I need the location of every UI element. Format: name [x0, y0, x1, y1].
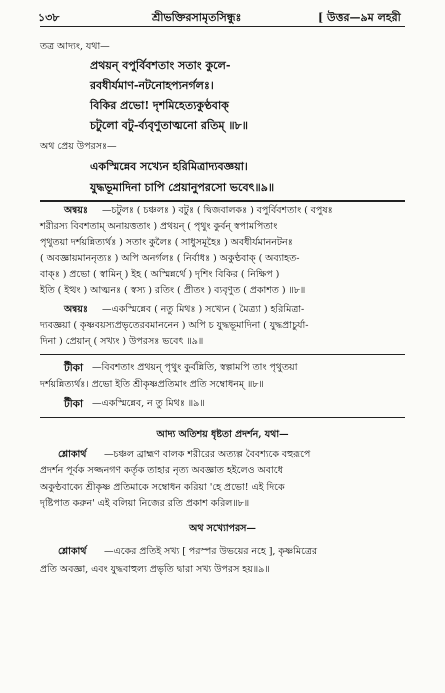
- tika1-label: টীকা: [64, 362, 83, 374]
- tika2-text: —একস্মিন্নেব, ন তু মিথঃ ॥৯॥: [92, 398, 205, 409]
- anvaya2-line: দ্যবজ্ঞয়া ( কৃষ্ণবয়স্যপ্রভৃতেরবমাননেন ) অপি চ যুদ্ধভূমাদিনা ( যুদ্ধপ্রাচুর্যা-: [40, 320, 309, 331]
- slokartha2-line: প্রতি অবজ্ঞা, এবং যুদ্ধবাহুল্য প্রভৃতি দ্বারা সখ্য উপরস হয়॥৯॥: [40, 564, 270, 575]
- anvaya1-line: —চটুলঃ ( চঞ্চলঃ ) বটুঃ ( দ্বিজবালকঃ ) বপুর্বিবশতাং ( বপুষঃ: [102, 205, 333, 216]
- verse2-intro: অথ প্রেয় উপরসঃ—: [40, 141, 117, 152]
- header-rule: [40, 26, 405, 27]
- section-label: [ উত্তর—৯ম লহরী: [318, 11, 401, 24]
- section-heading: অথ সখ্যোপরস—: [189, 523, 256, 534]
- verse2-line: একস্মিন্নেব সখ্যেন হরিমিত্রাদ্যবজ্ঞয়া।: [90, 159, 248, 173]
- section-rule: [40, 417, 405, 418]
- slokartha1-line: দৃষ্টিপাত করুন' এই বলিয়া নিজের রতি প্রকাশ করিল॥৮॥: [40, 498, 250, 509]
- anvaya1-line: পৃথুতয়া দর্শয়ন্নিত্যর্থঃ ) সতাং কুলৈঃ ( সাধুসমূহৈঃ ) অবধীর্যমাননটনঃ: [40, 237, 293, 248]
- verse1-line: প্রথয়ন্ বপুর্বিবশতাং সতাং কুলে-: [90, 58, 231, 72]
- page-number: ১৩৮: [38, 11, 60, 24]
- verse1-line: রবধীর্যমাণ-নটনোহপ্যনর্গলঃ।: [90, 78, 214, 92]
- verse1-line: চটুলো বটু-র্ব্যবৃণুতাত্মনো রতিম্ ॥৮॥: [90, 118, 248, 132]
- section-heading: আদ্য অতিশয় ধৃষ্টতা প্রদর্শন, যথা—: [156, 429, 289, 440]
- slokartha2-label: শ্লোকার্থ: [58, 546, 87, 557]
- tika1-line: —বিবশতাং প্রথয়ন্ পৃথুং কুর্বন্নিতি, স্বল্পামপি তাং পৃথুতয়া: [92, 362, 298, 373]
- section-rule: [40, 200, 405, 202]
- anvaya1-line: ( অবজ্ঞায়মাননৃত্যঃ ) অপি অনর্গলঃ ( নির্বাধঃ ) অকুণ্ঠবাক্ ( অব্যাহত-: [40, 253, 300, 264]
- anvaya2-line: দিনা ) প্রেয়ান্ ( সখ্যং ) উপরসঃ ভবেৎ ॥৯॥: [40, 336, 204, 347]
- slokartha1-line: অকুণ্ঠবাক্যে শ্রীকৃষ্ণ প্রতিমাকে সম্বোধন করিয়া 'হে প্রভো! এই দিকে: [40, 482, 285, 493]
- slokartha1-line: —চঞ্চল ব্রাহ্মণ বালক শরীরের অত্যল্প বৈবশ্যকে বহুরূপে: [104, 449, 311, 460]
- anvaya1-line: শরীরস্য বিবশতাম্ অনায়ত্ততাং ) প্রথয়ন্ ( পৃথুং কুর্বন্ স্বপামপিতাং: [40, 221, 278, 232]
- verse1-intro: তত্র আদ্যং, যথা—: [40, 41, 110, 52]
- anvaya1-label: অন্বয়ঃ: [64, 205, 88, 216]
- section-rule: [40, 354, 405, 355]
- book-title: শ্রীভক্তিরসামৃতসিন্ধুঃ: [152, 11, 242, 24]
- anvaya2-line: —একস্মিন্নেব ( নতু মিথঃ ) সখ্যেন ( মৈত্র্যা ) হরিমিত্রা-: [102, 304, 305, 315]
- tika1-line: দর্শয়ন্নিত্যর্থঃ। প্রভো ইতি শ্রীকৃষ্ণপ্রতিমাং প্রতি সম্বোধনম্ ॥৮॥: [40, 379, 264, 390]
- verse2-line: যুদ্ধভূমাদিনা চাপি প্রেয়ানুপরসো ভবেৎ॥৯॥: [90, 180, 275, 194]
- slokartha1-label: শ্লোকার্থ: [58, 449, 87, 460]
- anvaya1-line: বাক্ঃ ) প্রভো ( স্বামিন্ ) ইহ ( অস্মিন্নর্থে ) দৃশিং বিকির ( নিক্ষিপ ): [40, 269, 280, 280]
- anvaya1-line: ইতি ( ইত্থং ) আত্মনঃ ( স্বস্য ) রতিং ( প্রীতং ) ব্যবৃণুত ( প্রকাশত ) ॥৮॥: [40, 285, 306, 296]
- anvaya2-label: অন্বয়ঃ: [64, 304, 88, 315]
- verse1-line: বিকির প্রভো! দৃশমিহেত্যকুণ্ঠবাক্: [90, 98, 229, 112]
- slokartha1-line: প্রদর্শন পূর্বক সজ্জনগণ কর্তৃক তাহার নৃত্য অবজ্ঞাত হইলেও অবাধে: [40, 465, 283, 476]
- tika2-label: টীকা: [64, 398, 83, 410]
- slokartha2-line: —একের প্রতিই সখ্য [ পরস্পর উভয়ের নহে ], কৃষ্ণমিত্রের: [104, 546, 318, 557]
